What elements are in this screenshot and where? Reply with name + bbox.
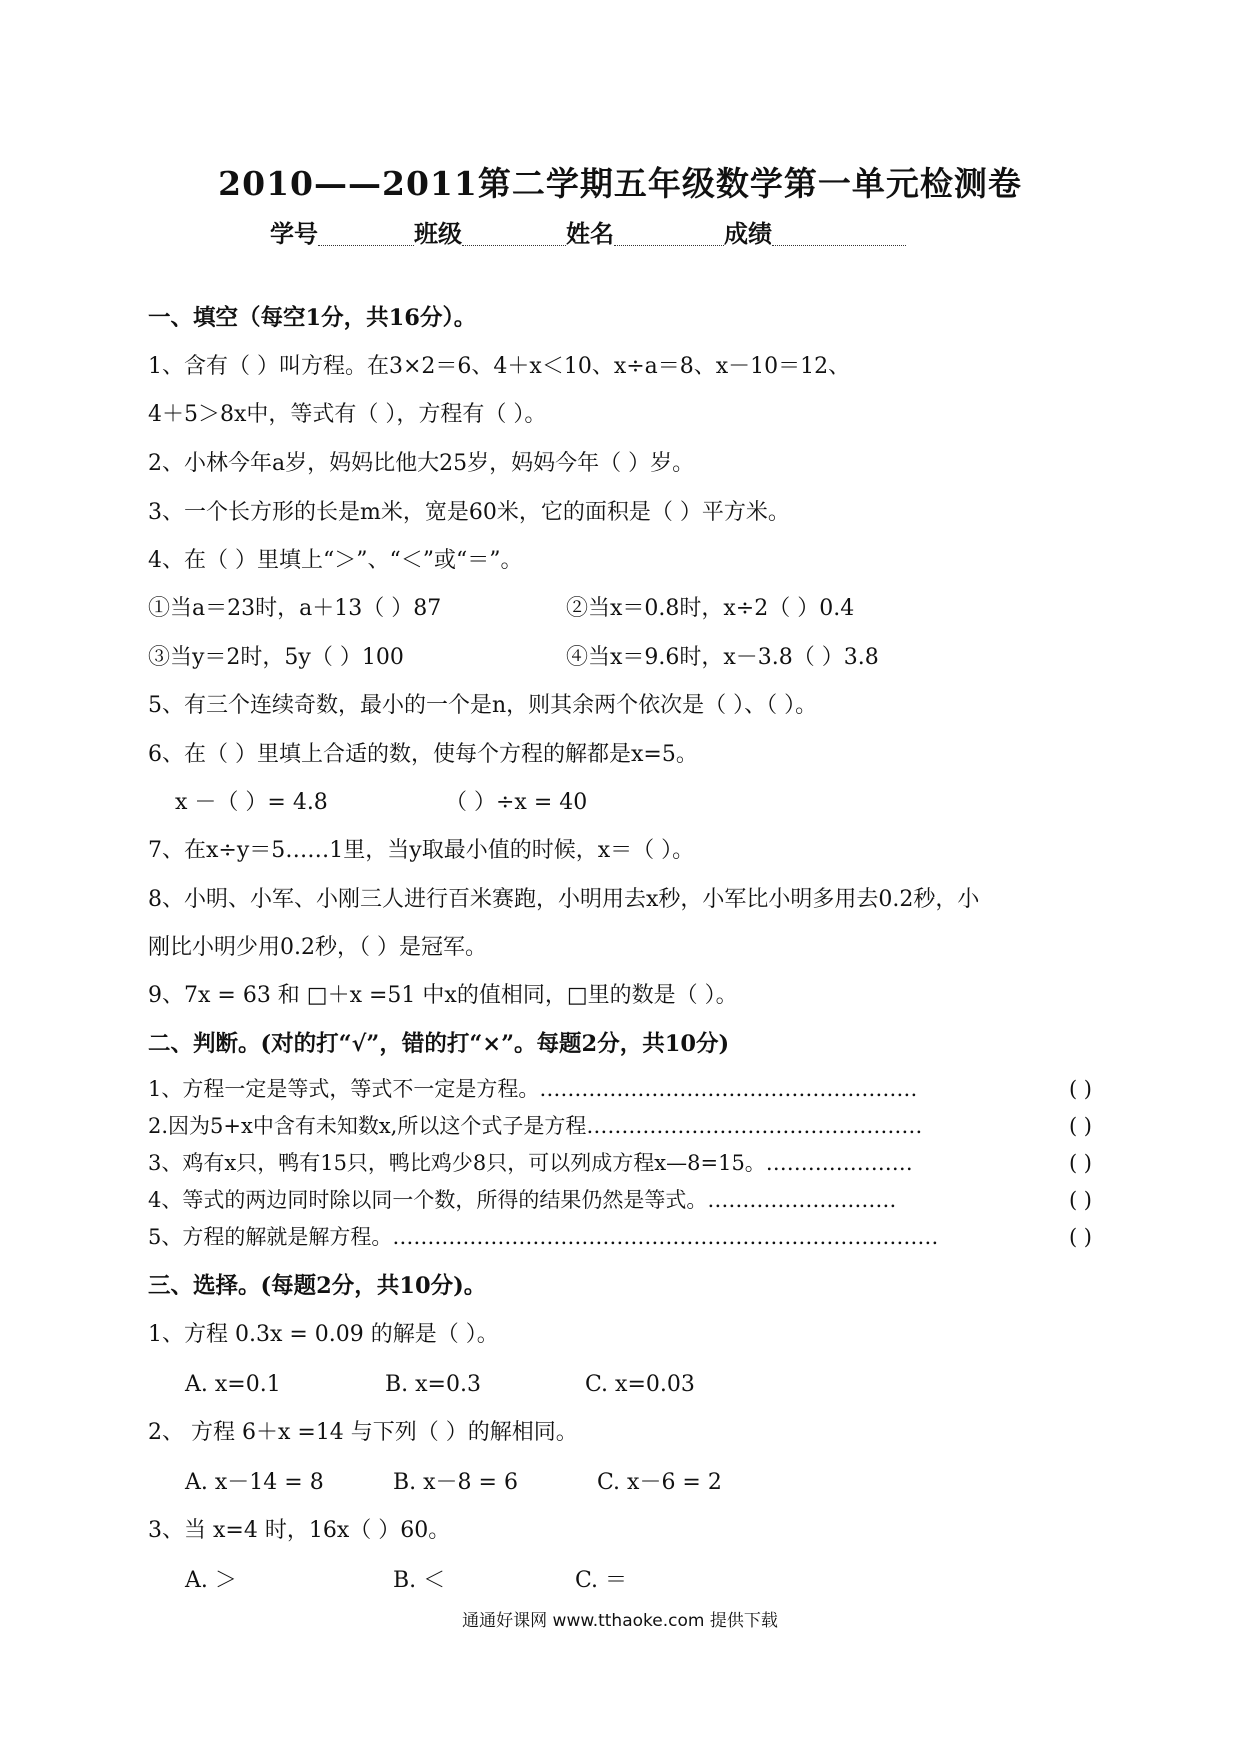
judge-item-1-answer[interactable]: ( ) — [1068, 1077, 1092, 1101]
choice-3-option-c[interactable]: C. ＝ — [575, 1568, 628, 1593]
question-8b: 刚比小明少用0.2秒，（ ）是冠军。 — [148, 935, 487, 960]
judge-item-5-text: 5、方程的解就是解方程。…………………………………………………………………… — [148, 1225, 939, 1249]
judge-item-1 — [148, 1075, 1092, 1103]
judge-item-2-text: 2.因为5+x中含有未知数x,所以这个式子是方程………………………………………… — [148, 1114, 923, 1138]
question-2: 2、小林今年a岁，妈妈比他大25岁，妈妈今年（ ）岁。 — [148, 451, 695, 476]
choice-1-option-b[interactable]: B. x=0.3 — [385, 1372, 481, 1397]
question-7: 7、在x÷y＝5……1里，当y取最小值的时候，x＝（ ）。 — [148, 838, 695, 863]
student-no-blank[interactable] — [318, 221, 414, 246]
choice-1-option-a[interactable]: A. x=0.1 — [185, 1372, 281, 1397]
judge-item-2-answer[interactable]: ( ) — [1068, 1114, 1092, 1138]
class-label: 班级 — [414, 219, 462, 248]
question-6-b: （ ）÷x = 40 — [445, 790, 588, 815]
choice-question-2: 2、 方程 6＋x =14 与下列（ ）的解相同。 — [148, 1420, 578, 1445]
judge-item-3 — [148, 1149, 1092, 1177]
page-title: 2010——2011第二学期五年级数学第一单元检测卷 — [218, 164, 1022, 203]
question-6-a: x －（ ）= 4.8 — [175, 790, 328, 815]
question-1b: 4＋5＞8x中，等式有（ ），方程有（ ）。 — [148, 402, 547, 427]
question-3: 3、一个长方形的长是m米，宽是60米，它的面积是（ ）平方米。 — [148, 500, 790, 525]
name-label: 姓名 — [566, 219, 614, 248]
question-6-row — [175, 788, 588, 818]
choice-2-option-c[interactable]: C. x－6 = 2 — [597, 1470, 722, 1495]
choice-3-option-b[interactable]: B. ＜ — [393, 1568, 446, 1593]
question-6: 6、在（ ）里填上合适的数，使每个方程的解都是x=5。 — [148, 742, 698, 767]
section1-heading: 一、填空（每空1分，共16分）。 — [148, 305, 477, 331]
choice-question-1: 1、方程 0.3x = 0.09 的解是（ ）。 — [148, 1322, 499, 1347]
choice-2-options — [185, 1468, 885, 1498]
choice-1-options — [185, 1370, 885, 1400]
question-9: 9、7x = 63 和 □＋x =51 中x的值相同，□里的数是（ ）。 — [148, 983, 738, 1008]
judge-item-4 — [148, 1186, 1092, 1214]
section2-heading: 二、判断。(对的打“√”，错的打“×”。每题2分，共10分) — [148, 1031, 730, 1057]
score-blank[interactable] — [772, 221, 906, 246]
name-blank[interactable] — [614, 221, 724, 246]
judge-item-4-answer[interactable]: ( ) — [1068, 1188, 1092, 1212]
question-4-4: ④当x＝9.6时，x－3.8（ ）3.8 — [566, 645, 879, 670]
judge-item-1-text: 1、方程一定是等式，等式不一定是方程。……………………………………………… — [148, 1077, 918, 1101]
choice-3-options — [185, 1566, 885, 1596]
class-blank[interactable] — [462, 221, 566, 246]
choice-2-option-b[interactable]: B. x－8 = 6 — [393, 1470, 518, 1495]
question-5: 5、有三个连续奇数，最小的一个是n，则其余两个依次是（ ）、（ ）。 — [148, 693, 818, 718]
choice-2-option-a[interactable]: A. x－14 = 8 — [185, 1470, 324, 1495]
score-label: 成绩 — [724, 219, 772, 248]
page-footer: 通通好课网 www.tthaoke.com 提供下载 — [462, 1611, 778, 1631]
judge-item-3-text: 3、鸡有x只，鸭有15只，鸭比鸡少8只，可以列成方程x—8=15。………………… — [148, 1151, 913, 1175]
question-4-1: ①当a＝23时，a＋13（ ）87 — [148, 596, 442, 621]
question-8a: 8、小明、小军、小刚三人进行百米赛跑，小明用去x秒，小军比小明多用去0.2秒，小 — [148, 887, 980, 912]
choice-question-3: 3、当 x=4 时，16x（ ）60。 — [148, 1518, 451, 1543]
student-info-line — [270, 214, 906, 249]
section3-heading: 三、选择。(每题2分，共10分)。 — [148, 1273, 487, 1299]
judge-item-2 — [148, 1112, 1092, 1140]
choice-3-option-a[interactable]: A. ＞ — [185, 1568, 237, 1593]
question-4-row2 — [148, 643, 879, 673]
judge-item-3-answer[interactable]: ( ) — [1068, 1151, 1092, 1175]
question-4-3: ③当y＝2时，5y（ ）100 — [148, 645, 404, 670]
judge-item-4-text: 4、等式的两边同时除以同一个数，所得的结果仍然是等式。……………………… — [148, 1188, 897, 1212]
question-4: 4、在（ ）里填上“＞”、“＜”或“＝”。 — [148, 548, 523, 573]
choice-1-option-c[interactable]: C. x=0.03 — [585, 1372, 695, 1397]
question-1a: 1、含有（ ）叫方程。在3×2＝6、4＋x＜10、x÷a＝8、x－10＝12、 — [148, 354, 851, 379]
question-4-row1 — [148, 594, 855, 624]
student-no-label: 学号 — [270, 219, 318, 248]
judge-item-5-answer[interactable]: ( ) — [1068, 1225, 1092, 1249]
judge-item-5 — [148, 1223, 1092, 1251]
question-4-2: ②当x＝0.8时，x÷2（ ）0.4 — [566, 596, 855, 621]
